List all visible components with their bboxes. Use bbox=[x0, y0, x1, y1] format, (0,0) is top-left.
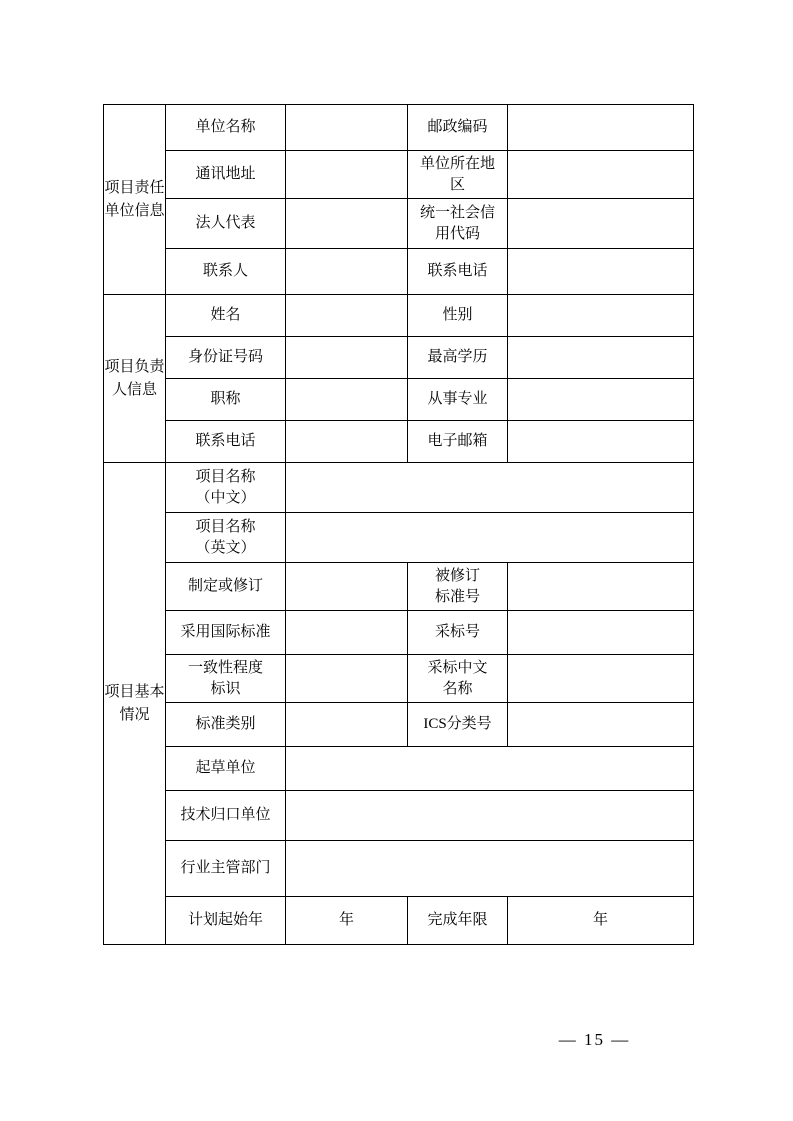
field-revised-standard-no[interactable] bbox=[508, 563, 694, 611]
table-row bbox=[104, 337, 694, 379]
field-legal-rep[interactable] bbox=[286, 199, 408, 249]
label-completion-period: 完成年限 bbox=[408, 897, 508, 945]
form-table bbox=[103, 104, 694, 945]
table-row bbox=[104, 463, 694, 513]
label-formulate-or-revise: 制定或修订 bbox=[166, 563, 286, 611]
label-ics-code: ICS分类号 bbox=[408, 703, 508, 747]
field-gender[interactable] bbox=[508, 295, 694, 337]
table-row bbox=[104, 295, 694, 337]
label-legal-rep: 法人代表 bbox=[166, 199, 286, 249]
label-email: 电子邮箱 bbox=[408, 421, 508, 463]
table-row bbox=[104, 421, 694, 463]
field-consistency-level[interactable] bbox=[286, 655, 408, 703]
label-profession: 从事专业 bbox=[408, 379, 508, 421]
table-row bbox=[104, 655, 694, 703]
field-id-number[interactable] bbox=[286, 337, 408, 379]
field-title[interactable] bbox=[286, 379, 408, 421]
field-drafting-unit[interactable] bbox=[286, 747, 694, 791]
project-application-form bbox=[103, 104, 693, 945]
field-credit-code[interactable] bbox=[508, 199, 694, 249]
label-project-name-cn: 项目名称 （中文） bbox=[166, 463, 286, 513]
table-row bbox=[104, 791, 694, 841]
label-adopt-intl-standard: 采用国际标准 bbox=[166, 611, 286, 655]
label-unit-region: 单位所在地 区 bbox=[408, 151, 508, 199]
field-adopt-cn-name[interactable] bbox=[508, 655, 694, 703]
table-row bbox=[104, 611, 694, 655]
label-tech-unit: 技术归口单位 bbox=[166, 791, 286, 841]
section-label-text: 项目责任单位信息 bbox=[104, 180, 165, 219]
field-standard-category[interactable] bbox=[286, 703, 408, 747]
label-unit-name: 单位名称 bbox=[166, 105, 286, 151]
table-row bbox=[104, 513, 694, 563]
label-industry-dept: 行业主管部门 bbox=[166, 841, 286, 897]
field-name[interactable] bbox=[286, 295, 408, 337]
label-contact-phone: 联系电话 bbox=[408, 249, 508, 295]
field-email[interactable] bbox=[508, 421, 694, 463]
label-id-number: 身份证号码 bbox=[166, 337, 286, 379]
table-row bbox=[104, 703, 694, 747]
field-unit-name[interactable] bbox=[286, 105, 408, 151]
label-address: 通讯地址 bbox=[166, 151, 286, 199]
label-postal-code: 邮政编码 bbox=[408, 105, 508, 151]
label-plan-start-year: 计划起始年 bbox=[166, 897, 286, 945]
field-adopt-no[interactable] bbox=[508, 611, 694, 655]
table-row bbox=[104, 151, 694, 199]
label-consistency-level: 一致性程度 标识 bbox=[166, 655, 286, 703]
section-label-project-leader bbox=[104, 295, 166, 463]
label-name: 姓名 bbox=[166, 295, 286, 337]
label-contact-person: 联系人 bbox=[166, 249, 286, 295]
label-title: 职称 bbox=[166, 379, 286, 421]
field-leader-phone[interactable] bbox=[286, 421, 408, 463]
page-footer bbox=[0, 1030, 793, 1050]
field-industry-dept[interactable] bbox=[286, 841, 694, 897]
field-unit-region[interactable] bbox=[508, 151, 694, 199]
field-address[interactable] bbox=[286, 151, 408, 199]
field-adopt-intl-standard[interactable] bbox=[286, 611, 408, 655]
label-education: 最高学历 bbox=[408, 337, 508, 379]
field-profession[interactable] bbox=[508, 379, 694, 421]
page-number: — 15 — bbox=[558, 1030, 631, 1049]
table-row bbox=[104, 841, 694, 897]
field-completion-period[interactable]: 年 bbox=[508, 897, 694, 945]
table-row bbox=[104, 897, 694, 945]
table-row bbox=[104, 379, 694, 421]
label-drafting-unit: 起草单位 bbox=[166, 747, 286, 791]
table-row bbox=[104, 199, 694, 249]
section-label-text: 项目负责人信息 bbox=[104, 359, 165, 398]
field-ics-code[interactable] bbox=[508, 703, 694, 747]
field-formulate-or-revise[interactable] bbox=[286, 563, 408, 611]
field-project-name-cn[interactable] bbox=[286, 463, 694, 513]
field-education[interactable] bbox=[508, 337, 694, 379]
table-row bbox=[104, 747, 694, 791]
field-project-name-en[interactable] bbox=[286, 513, 694, 563]
table-row bbox=[104, 105, 694, 151]
label-standard-category: 标准类别 bbox=[166, 703, 286, 747]
label-adopt-cn-name: 采标中文 名称 bbox=[408, 655, 508, 703]
field-contact-phone[interactable] bbox=[508, 249, 694, 295]
label-adopt-no: 采标号 bbox=[408, 611, 508, 655]
field-plan-start-year[interactable]: 年 bbox=[286, 897, 408, 945]
field-contact-person[interactable] bbox=[286, 249, 408, 295]
section-label-responsible-unit bbox=[104, 105, 166, 295]
field-postal-code[interactable] bbox=[508, 105, 694, 151]
label-gender: 性别 bbox=[408, 295, 508, 337]
label-credit-code: 统一社会信 用代码 bbox=[408, 199, 508, 249]
section-label-project-basics bbox=[104, 463, 166, 945]
section-label-text: 项目基本情况 bbox=[104, 684, 165, 723]
table-row bbox=[104, 563, 694, 611]
label-leader-phone: 联系电话 bbox=[166, 421, 286, 463]
table-row bbox=[104, 249, 694, 295]
label-revised-standard-no: 被修订 标准号 bbox=[408, 563, 508, 611]
label-project-name-en: 项目名称 （英文） bbox=[166, 513, 286, 563]
field-tech-unit[interactable] bbox=[286, 791, 694, 841]
